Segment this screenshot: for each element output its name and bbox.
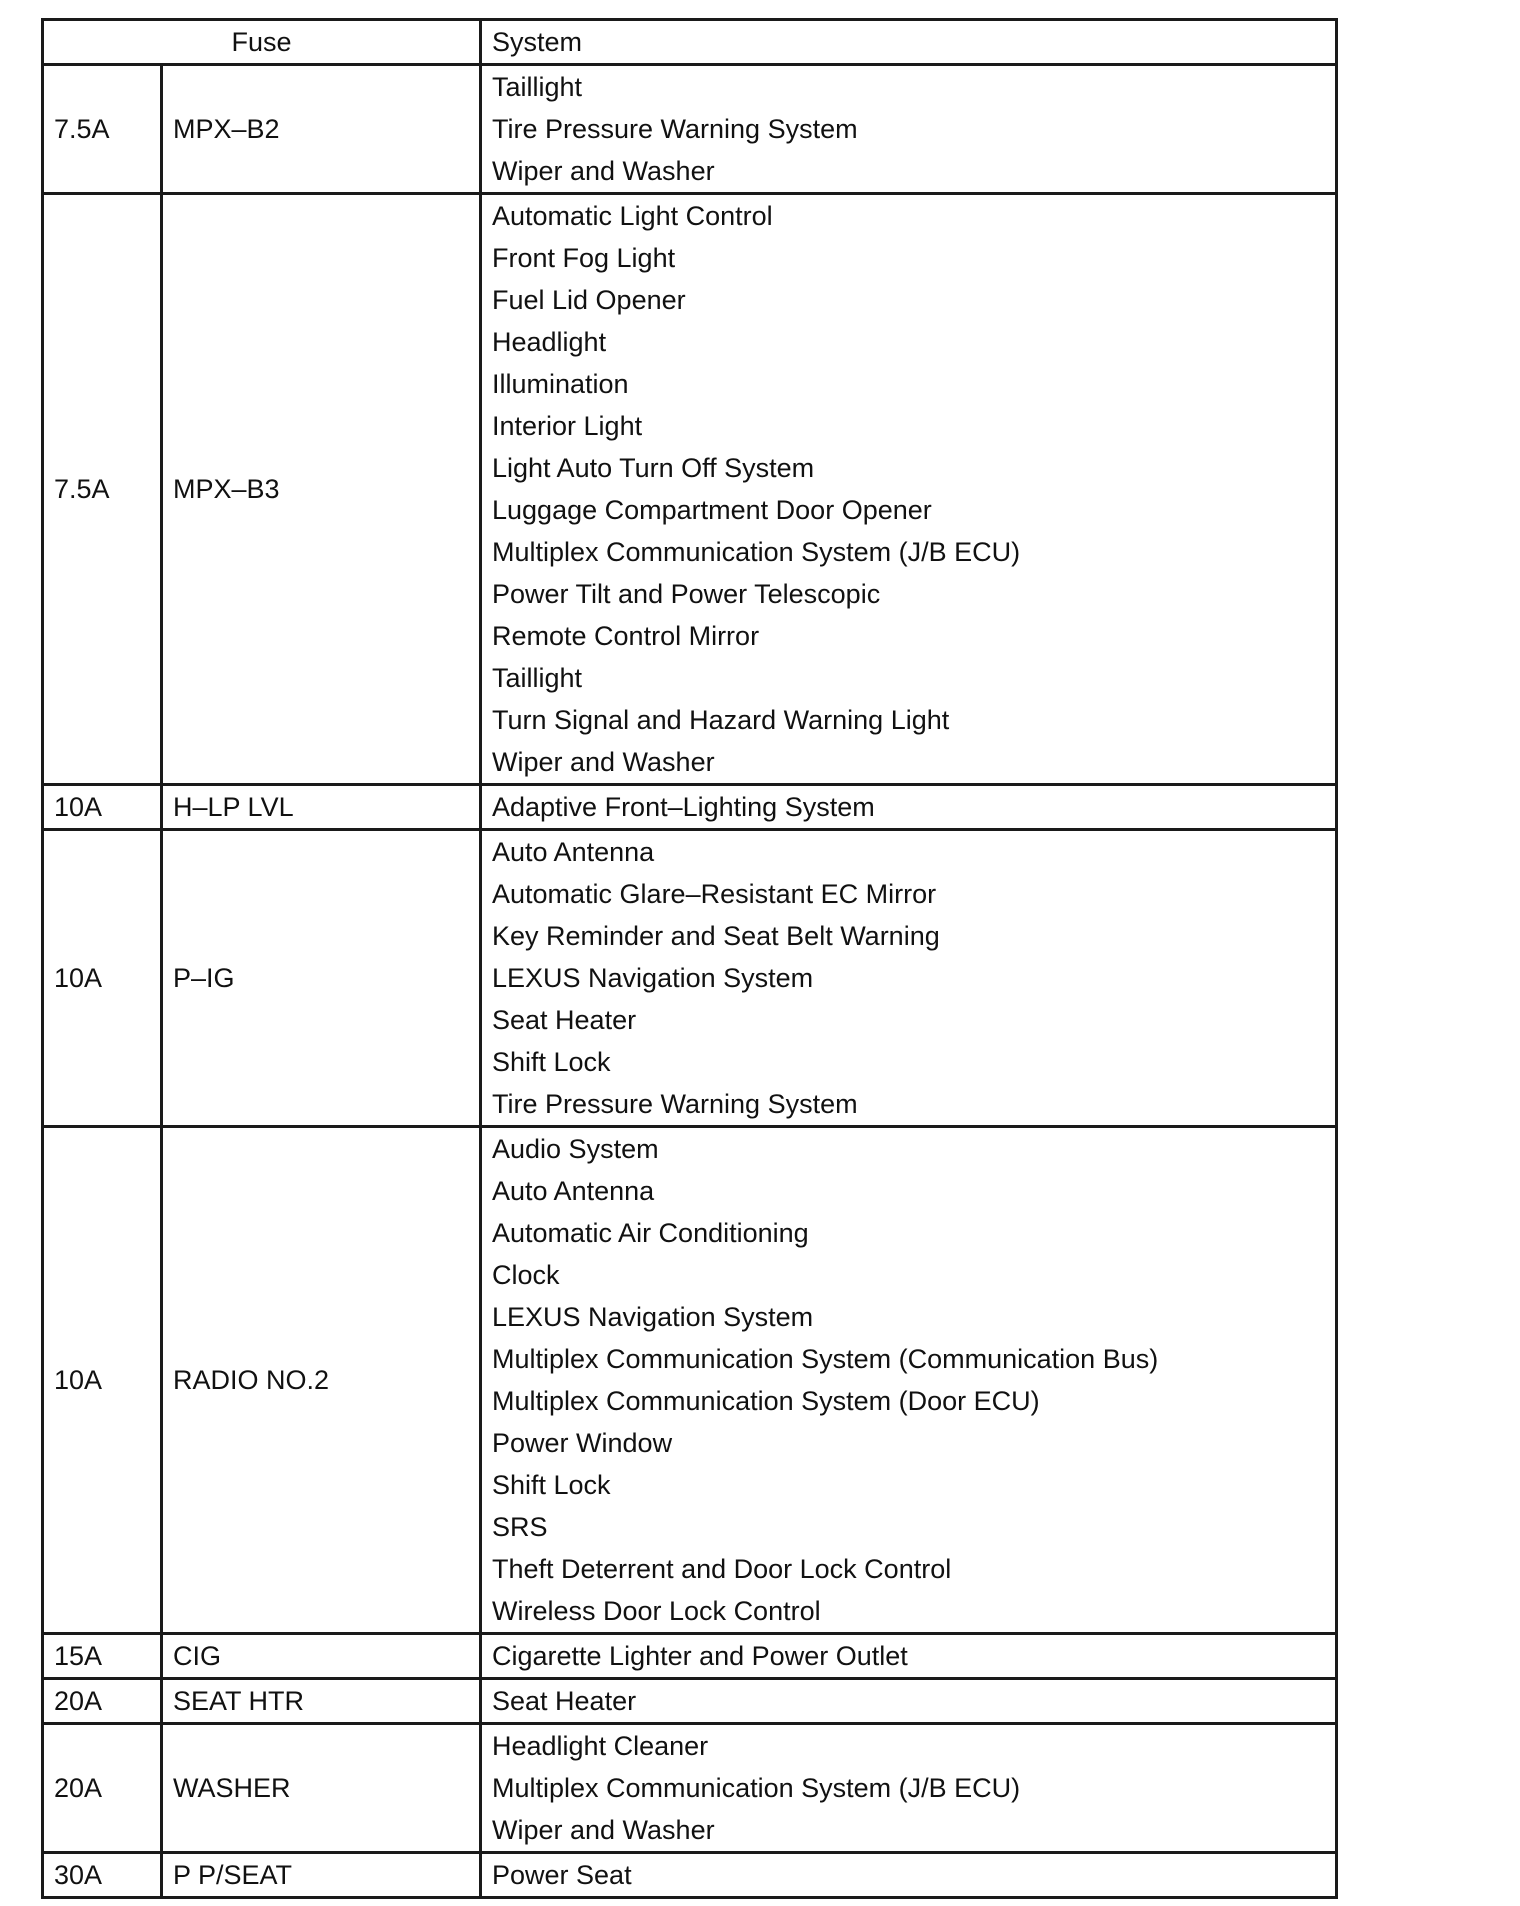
fuse-name: CIG [162, 1634, 481, 1679]
system-item: Fuel Lid Opener [492, 285, 686, 315]
system-item: Illumination [492, 369, 629, 399]
system-item: Wiper and Washer [492, 156, 715, 186]
fuse-systems-cell [481, 1724, 1337, 1853]
fuse-amperage: 10A [43, 785, 162, 830]
system-item: Wiper and Washer [492, 1815, 715, 1845]
fuse-amperage: 10A [43, 1127, 162, 1634]
system-item: Remote Control Mirror [492, 621, 760, 651]
system-item: LEXUS Navigation System [492, 1302, 814, 1332]
system-item: Clock [492, 1260, 560, 1290]
system-item: Power Window [492, 1428, 673, 1458]
fuse-name: RADIO NO.2 [162, 1127, 481, 1634]
system-item: Taillight [492, 72, 583, 102]
system-item: Automatic Air Conditioning [492, 1218, 809, 1248]
fuse-column-header: Fuse [43, 20, 481, 65]
system-item: Power Tilt and Power Telescopic [492, 579, 881, 609]
system-item: Shift Lock [492, 1470, 611, 1500]
fuse-table [41, 18, 1338, 1899]
table-row [43, 785, 1337, 830]
system-item: Tire Pressure Warning System [492, 1089, 858, 1119]
system-item: Power Seat [492, 1860, 632, 1890]
fuse-systems-cell [481, 1634, 1337, 1679]
fuse-amperage: 7.5A [43, 65, 162, 194]
system-item: Wireless Door Lock Control [492, 1596, 821, 1626]
fuse-systems-cell [481, 65, 1337, 194]
table-row [43, 65, 1337, 194]
fuse-systems-cell [481, 194, 1337, 785]
fuse-name: MPX–B2 [162, 65, 481, 194]
fuse-systems-cell [481, 830, 1337, 1127]
fuse-amperage: 30A [43, 1853, 162, 1898]
system-item: Multiplex Communication System (Communication Bus) [492, 1344, 1159, 1374]
fuse-name: MPX–B3 [162, 194, 481, 785]
fuse-systems-cell [481, 1679, 1337, 1724]
fuse-amperage: 20A [43, 1724, 162, 1853]
fuse-amperage: 15A [43, 1634, 162, 1679]
fuse-name: P P/SEAT [162, 1853, 481, 1898]
fuse-systems-cell [481, 785, 1337, 830]
system-item: Headlight [492, 327, 607, 357]
system-item: Turn Signal and Hazard Warning Light [492, 705, 950, 735]
system-item: Automatic Light Control [492, 201, 773, 231]
system-item: Light Auto Turn Off System [492, 453, 815, 483]
table-row [43, 1679, 1337, 1724]
system-item: Tire Pressure Warning System [492, 114, 858, 144]
system-item: Multiplex Communication System (J/B ECU) [492, 537, 1021, 567]
system-item: Cigarette Lighter and Power Outlet [492, 1641, 908, 1671]
system-item: Headlight Cleaner [492, 1731, 709, 1761]
system-item: LEXUS Navigation System [492, 963, 814, 993]
fuse-table-body [43, 65, 1337, 1898]
system-item: Auto Antenna [492, 837, 655, 867]
table-row [43, 830, 1337, 1127]
system-item: Automatic Glare–Resistant EC Mirror [492, 879, 937, 909]
table-header-row [43, 20, 1337, 65]
fuse-amperage: 20A [43, 1679, 162, 1724]
system-column-header: System [481, 20, 1337, 65]
system-item: Luggage Compartment Door Opener [492, 495, 932, 525]
system-item: Wiper and Washer [492, 747, 715, 777]
system-item: Audio System [492, 1134, 659, 1164]
system-item: SRS [492, 1512, 548, 1542]
system-item: Seat Heater [492, 1005, 637, 1035]
fuse-amperage: 7.5A [43, 194, 162, 785]
table-row [43, 1634, 1337, 1679]
system-item: Adaptive Front–Lighting System [492, 792, 875, 822]
fuse-name: P–IG [162, 830, 481, 1127]
fuse-name: WASHER [162, 1724, 481, 1853]
table-row [43, 194, 1337, 785]
system-item: Theft Deterrent and Door Lock Control [492, 1554, 952, 1584]
system-item: Shift Lock [492, 1047, 611, 1077]
fuse-systems-cell [481, 1127, 1337, 1634]
system-item: Multiplex Communication System (J/B ECU) [492, 1773, 1021, 1803]
system-item: Seat Heater [492, 1686, 637, 1716]
system-item: Interior Light [492, 411, 643, 441]
system-item: Taillight [492, 663, 583, 693]
fuse-name: H–LP LVL [162, 785, 481, 830]
fuse-amperage: 10A [43, 830, 162, 1127]
table-row [43, 1724, 1337, 1853]
system-item: Front Fog Light [492, 243, 676, 273]
system-item: Auto Antenna [492, 1176, 655, 1206]
system-item: Multiplex Communication System (Door ECU) [492, 1386, 1040, 1416]
table-row [43, 1853, 1337, 1898]
fuse-name: SEAT HTR [162, 1679, 481, 1724]
system-item: Key Reminder and Seat Belt Warning [492, 921, 940, 951]
table-row [43, 1127, 1337, 1634]
fuse-systems-cell [481, 1853, 1337, 1898]
